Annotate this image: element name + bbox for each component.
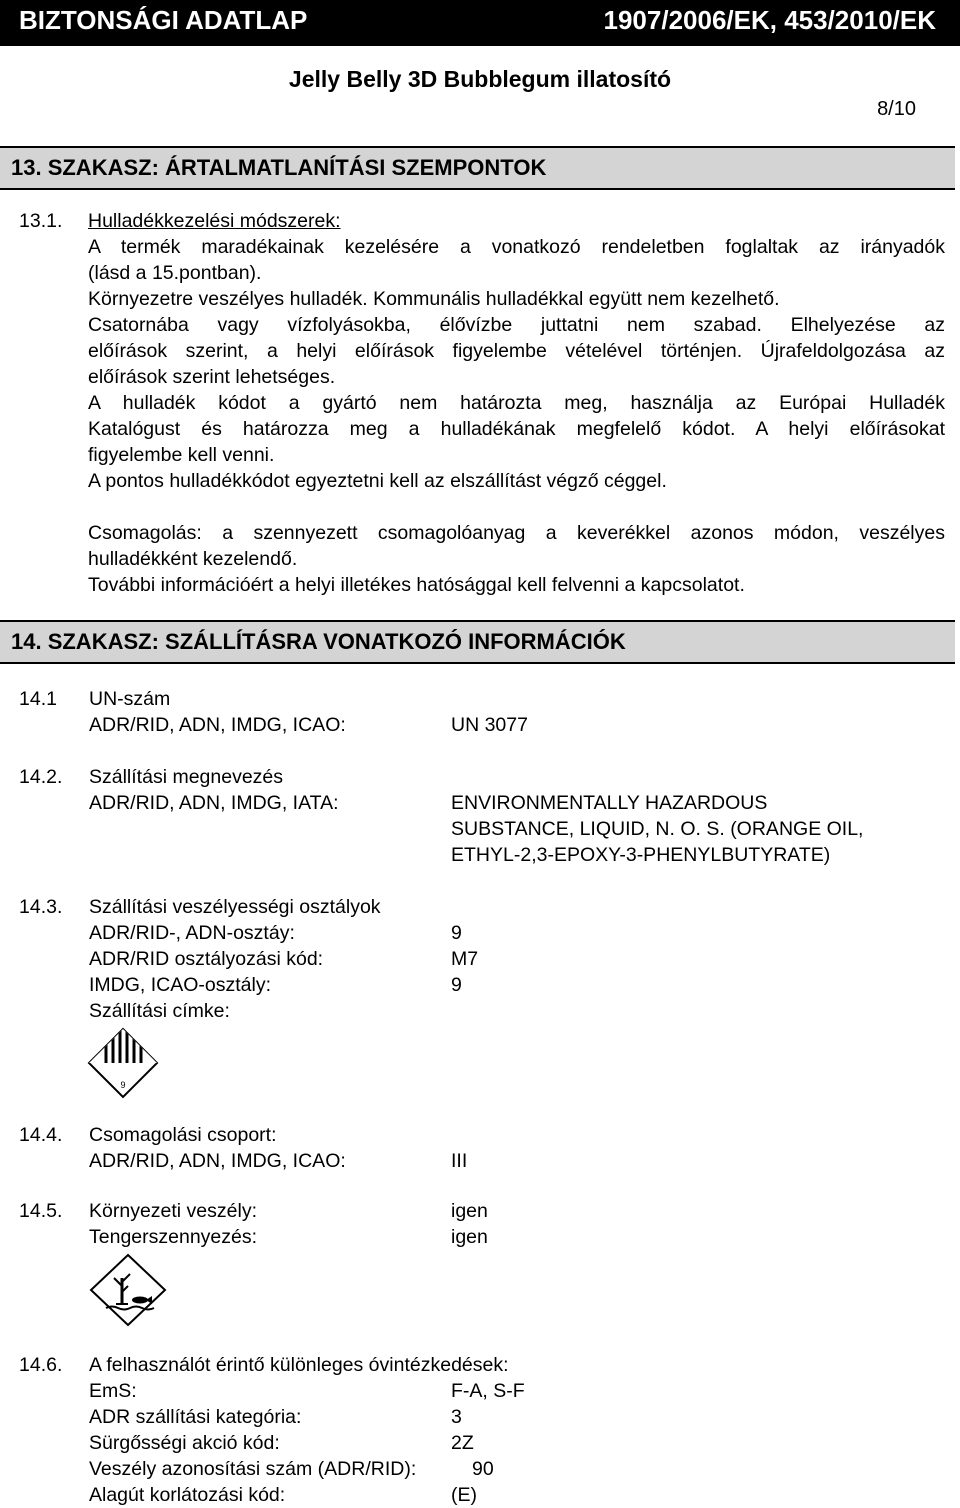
environment-hazard-icon bbox=[88, 1252, 168, 1328]
paragraph-line: A hulladék kódot a gyártó nem határozta meg, használja az Európai Hulladék bbox=[88, 392, 945, 414]
class-9-hazard-label-icon bbox=[86, 1026, 160, 1100]
subsection-heading: Hulladékkezelési módszerek: bbox=[88, 210, 341, 232]
subsection-heading: Szállítási megnevezés bbox=[89, 766, 284, 788]
paragraph-line: További információért a helyi illetékes hatósággal kell felvenni a kapcsolatot. bbox=[88, 574, 745, 596]
paragraph-line: figyelembe kell venni. bbox=[88, 444, 275, 466]
paragraph-line: Katalógust és határozza meg a hulladékának megfelelő kódot. A helyi előírásokat bbox=[88, 418, 945, 440]
paragraph-line: előírások szerint lehetséges. bbox=[88, 366, 336, 388]
subsection-heading: Szállítási veszélyességi osztályok bbox=[89, 896, 381, 918]
field-value: ENVIRONMENTALLY HAZARDOUS bbox=[451, 792, 768, 814]
field-value: 9 bbox=[451, 974, 462, 996]
document-title: BIZTONSÁGI ADATLAP bbox=[19, 5, 308, 35]
paragraph-line: A pontos hulladékkódot egyeztetni kell az elszállítást végző céggel. bbox=[88, 470, 667, 492]
paragraph-line: (lásd a 15.pontban). bbox=[88, 262, 262, 284]
field-value: 90 bbox=[472, 1458, 494, 1480]
paragraph-line: Csomagolás: a szennyezett csomagolóanyag a keverékkel azonos módon, veszélyes bbox=[88, 522, 945, 544]
section-14-title: 14. SZAKASZ: SZÁLLÍTÁSRA VONATKOZÓ INFORMÁCIÓK bbox=[11, 629, 626, 654]
subsection-heading: UN-szám bbox=[89, 688, 171, 710]
paragraph-line: A termék maradékainak kezelésére a vonatkozó rendeletben foglaltak az irányadók bbox=[88, 236, 945, 258]
paragraph-line: Környezetre veszélyes hulladék. Kommunális hulladékkal együtt nem kezelhető. bbox=[88, 288, 780, 310]
class-9-number: 9 bbox=[120, 1080, 126, 1090]
field-value: 2Z bbox=[451, 1432, 474, 1454]
product-name: Jelly Belly 3D Bubblegum illatosító bbox=[288, 66, 672, 92]
subsection-number: 14.2. bbox=[19, 766, 63, 788]
field-value: ETHYL-2,3-EPOXY-3-PHENYLBUTYRATE) bbox=[451, 844, 831, 866]
page-number: 8/10 bbox=[877, 98, 916, 120]
subsection-heading: A felhasználót érintő különleges óvintézkedések: bbox=[89, 1354, 509, 1376]
subsection-number: 14.6. bbox=[19, 1354, 63, 1376]
field-label: EmS: bbox=[89, 1380, 137, 1402]
field-value: igen bbox=[451, 1200, 488, 1222]
field-label: ADR/RID, ADN, IMDG, ICAO: bbox=[89, 1150, 346, 1172]
field-label: ADR szállítási kategória: bbox=[89, 1406, 302, 1428]
subsection-heading: Csomagolási csoport: bbox=[89, 1124, 277, 1146]
field-label: ADR/RID, ADN, IMDG, IATA: bbox=[89, 792, 339, 814]
field-label: Környezeti veszély: bbox=[89, 1200, 257, 1222]
subsection-number: 14.1 bbox=[19, 688, 57, 710]
paragraph-line: előírások szerint, a helyi előírások figyelembe vételével történjen. Újrafeldolgozása az bbox=[88, 340, 945, 362]
field-label: Szállítási címke: bbox=[89, 1000, 230, 1022]
subsection-number: 14.4. bbox=[19, 1124, 63, 1146]
field-value: SUBSTANCE, LIQUID, N. O. S. (ORANGE OIL, bbox=[451, 818, 864, 840]
field-label: Veszély azonosítási szám (ADR/RID): bbox=[89, 1458, 417, 1480]
field-value: M7 bbox=[451, 948, 479, 970]
field-label: IMDG, ICAO-osztály: bbox=[89, 974, 272, 996]
field-value: 3 bbox=[451, 1406, 462, 1428]
field-value: 9 bbox=[451, 922, 462, 944]
field-value: (E) bbox=[451, 1484, 477, 1506]
subsection-number: 13.1. bbox=[19, 210, 63, 232]
field-label: Tengerszennyezés: bbox=[89, 1226, 258, 1248]
field-value: igen bbox=[451, 1226, 488, 1248]
field-label: Sürgősségi akció kód: bbox=[89, 1432, 280, 1454]
field-value: F-A, S-F bbox=[451, 1380, 525, 1402]
field-label: ADR/RID osztályozási kód: bbox=[89, 948, 324, 970]
paragraph-line: hulladékként kezelendő. bbox=[88, 548, 298, 570]
section-14-bar bbox=[0, 620, 955, 664]
regulation-reference: 1907/2006/EK, 453/2010/EK bbox=[603, 5, 936, 35]
paragraph-line: Csatornába vagy vízfolyásokba, élővízbe juttatni nem szabad. Elhelyezése az bbox=[88, 314, 945, 336]
field-value: III bbox=[451, 1150, 468, 1172]
field-label: ADR/RID, ADN, IMDG, ICAO: bbox=[89, 714, 346, 736]
subsection-number: 14.3. bbox=[19, 896, 63, 918]
field-value: UN 3077 bbox=[451, 714, 528, 736]
section-13-bar bbox=[0, 146, 955, 190]
subsection-number: 14.5. bbox=[19, 1200, 63, 1222]
field-label: Alagút korlátozási kód: bbox=[89, 1484, 286, 1506]
field-label: ADR/RID-, ADN-osztáy: bbox=[89, 922, 295, 944]
section-13-title: 13. SZAKASZ: ÁRTALMATLANÍTÁSI SZEMPONTOK bbox=[11, 155, 547, 180]
